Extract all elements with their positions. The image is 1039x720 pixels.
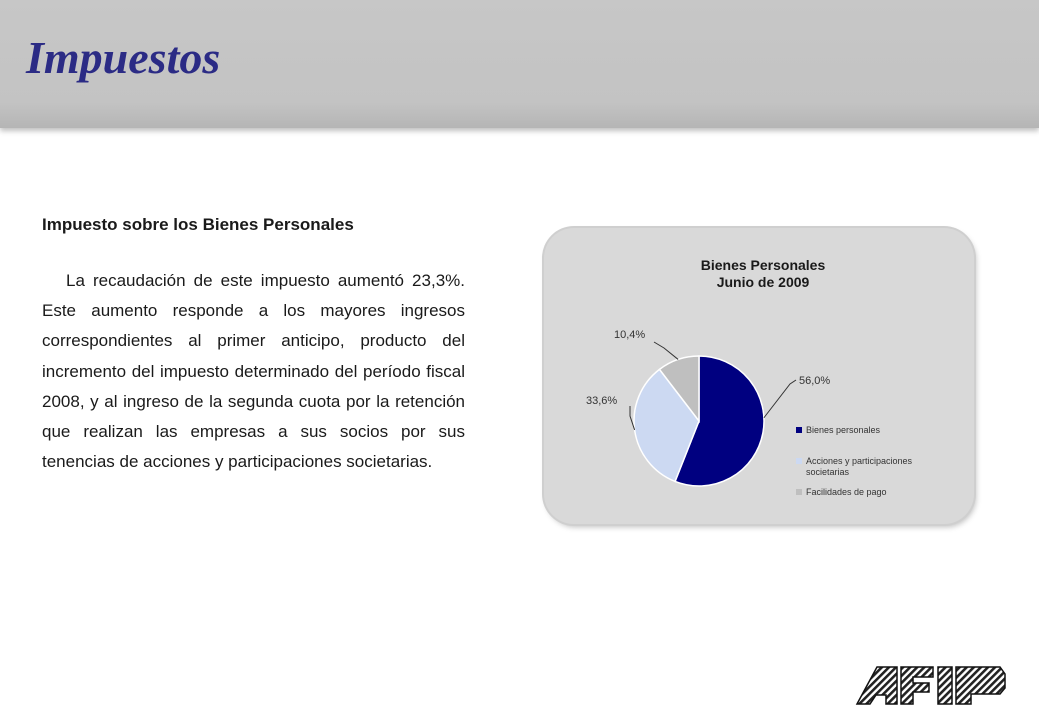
page-title: Impuestos (26, 32, 221, 83)
chart-subtitle: Junio de 2009 (716, 274, 810, 290)
header-bar (0, 0, 1039, 128)
legend-label-bienes-personales: Bienes personales (806, 425, 881, 435)
legend-swatch-acciones-participaciones (796, 458, 802, 464)
legend-swatch-facilidades-pago (796, 489, 802, 495)
legend-label-acciones-participaciones: Acciones y participaciones societarias (806, 456, 913, 477)
section-title: Impuesto sobre los Bienes Personales (42, 215, 354, 234)
chart-panel (544, 228, 974, 524)
legend-swatch-bienes-personales (796, 427, 802, 433)
chart-title: Bienes Personales (700, 257, 826, 273)
pie-chart (544, 228, 974, 524)
data-label-acciones-participaciones: 33,6% (586, 395, 618, 407)
data-label-facilidades-pago: 10,4% (614, 329, 646, 341)
leader-line-facilidades-pago (654, 342, 678, 359)
data-label-bienes-personales: 56,0% (799, 375, 831, 387)
leader-line-bienes-personales (764, 380, 796, 418)
afip-logo (855, 664, 1007, 706)
legend-label-facilidades-pago: Facilidades de pago (806, 487, 887, 497)
body-paragraph: La recaudación de este impuesto aumentó 23,3%. Este aumento responde a los mayores ingresos correspondientes al primer anticipo, producto del incremento del impuesto determinado del período fiscal 2008, y al ingreso de la segunda cuota por la retención que realizan las empresas a sus socios por sus tenencias de acciones y participaciones societarias. (42, 271, 465, 472)
